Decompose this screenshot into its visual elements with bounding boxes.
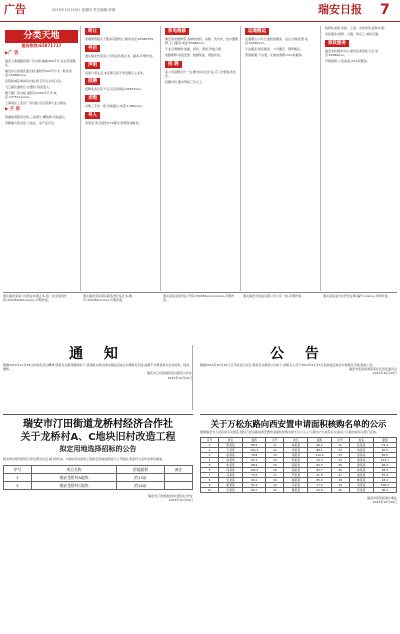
ad-item: 招聘业务员若干名,有意者联系:65875xxx。 [85, 87, 144, 92]
section-label: 广告 [4, 3, 26, 16]
bidding-body: 经龙桥村股份经济合作社研究决定,就龙桥村A、C地块旧村改造工程拟定用地选择进行公开招标,欢迎符合条件的单位参加。 [3, 457, 166, 461]
table-cell: 106.5 [373, 483, 396, 488]
bidding-title-2: 关于龙桥村A、C地块旧村改造工程 [20, 432, 176, 443]
table-cell [165, 482, 193, 490]
resettlement-signature: 瑞安市某某街道办事处 [366, 496, 397, 501]
table-cell: 3 [201, 453, 219, 458]
table-header-cell: 项目名称 [31, 466, 116, 474]
notice-date: 2015年10月29日 [167, 375, 192, 380]
table-cell: 29 [331, 483, 349, 488]
ad-item: 飞云镇店面转让:位置好,客流量大。 [5, 84, 52, 89]
table-cell: 10 [201, 488, 219, 493]
table-cell: 85.0 [308, 478, 331, 483]
table-cell: 9 [201, 483, 219, 488]
ad-item: 装修队承接:家装、工装、水电改造,经验丰富。 [325, 26, 387, 30]
bidding-date: 2015年10月29日 [168, 498, 193, 503]
notice-text: 遗失瑞安某某公司营业执照正本,统一社会信用代码:330381000xxxxxx,声明作废。 [3, 294, 67, 303]
classified-column-3 [163, 26, 241, 291]
table-cell: 89.7 [243, 488, 266, 493]
table-cell: 7 [201, 473, 219, 478]
announcement-title: 公 告 [270, 346, 327, 362]
ad-item: 瑞安家电维修部:各种电视机、冰箱、洗衣机、热水器维修,上门服务,电话:65880xxx。 [165, 37, 239, 46]
table-cell: 104.2 [243, 468, 266, 473]
announcement-signature: 瑞安市某某街道某某社区居民委员会 [348, 367, 397, 372]
table-cell: 85.6 [243, 443, 266, 448]
table-cell: 99.1 [243, 478, 266, 483]
table-cell: 23 [331, 453, 349, 458]
announcement-block [200, 345, 397, 410]
table-cell: 82.7 [308, 468, 331, 473]
ad-item: 开锁换锁:公安备案,24小时服务。 [325, 58, 370, 63]
issue-date: 2015年10月29日 星期四 责任编辑:李珊 [52, 8, 116, 12]
newspaper-logo: 瑞安日报 [318, 3, 362, 16]
table-header-cell: 面积 [373, 438, 396, 443]
resettlement-list [200, 414, 397, 630]
table-cell: 102.3 [243, 448, 266, 453]
table-cell: 朱某某 [219, 463, 243, 468]
table-cell: 95.5 [308, 463, 331, 468]
table-cell: 13 [266, 453, 284, 458]
table-cell: 宋某某 [219, 478, 243, 483]
table-cell: 14 [266, 458, 284, 463]
table-cell: 94.6 [308, 488, 331, 493]
resettlement-table [200, 437, 397, 493]
table-cell: 邓某某 [349, 483, 373, 488]
lost-notice [323, 294, 397, 344]
table-cell: 77.9 [308, 483, 331, 488]
ad-item: 塘下镇厂房出租:面积约2000平方米,电话:13757xxxxxx。 [5, 90, 57, 100]
ad-item: 招聘司机,要求驾龄三年以上。 [165, 79, 205, 84]
lost-notice [83, 294, 159, 344]
table-cell: 郑某某 [284, 458, 308, 463]
table-cell: 28 [331, 478, 349, 483]
table-cell: 88.9 [243, 463, 266, 468]
ad-item: 电脑维修:系统安装、数据恢复、网络布线。 [165, 52, 224, 57]
table-cell: 周某某 [284, 453, 308, 458]
table-header-cell: 备注 [165, 466, 193, 474]
table-cell: 瑞安龙桥村C地块 [31, 482, 116, 490]
table-cell: 24 [331, 458, 349, 463]
table-cell: 20 [266, 488, 284, 493]
ad-item: 安阳新城区单间房出租:厨卫齐全,拎包入住。 [5, 79, 64, 84]
notice-text: 遗失某某某身份证,号码:330381xxxxxxxxxx,声明作废。 [163, 294, 235, 303]
ad-item: 莘塍镇大院出售:土地证、房产证齐全。 [5, 120, 58, 125]
table-cell: 21 [331, 443, 349, 448]
resettlement-body: 根据瑞安市人民政府有关规定,现将万松东路向西安置申请面积核购名单予以公示,公示期为7天,如有异议请在公示期内向有关部门反映。 [200, 430, 379, 434]
table-cell: 黄某某 [349, 458, 373, 463]
table-header-cell: 面积 [308, 438, 331, 443]
table-cell: 约10亩 [117, 482, 165, 490]
ad-item: 上海南区工业区厂房出租:有意者请与业主联系。 [5, 100, 70, 105]
table-cell: 66.2 [373, 463, 396, 468]
classified-column-1 [3, 26, 81, 291]
ad-item: 某公司招聘会计一名,要求持有会计证,有工作经验者优先。 [165, 69, 236, 78]
table-cell: 84.0 [373, 453, 396, 458]
notice-text: 遗失某某某出生医学证明,编号:xxxxxx,声明作废。 [323, 294, 391, 298]
table-cell: 约13亩 [117, 474, 165, 482]
table-header-cell: 序号 [331, 438, 349, 443]
ad-item: 求购二手房一套,价格面议,电话:1386xxxx。 [85, 104, 145, 109]
table-cell: 88.1 [308, 448, 331, 453]
table-cell: 76.8 [243, 453, 266, 458]
ad-item: 运通搬运公司:长途短途搬家、货运,价格优惠,电话:65891xxx。 [245, 37, 308, 46]
ad-item: 专业空调维修:加氟、移机、清洗,价格合理。 [165, 47, 224, 52]
notice-title: 通 知 [69, 346, 126, 362]
ad-item: 锦湖街道套房出售:三室两厅,精装修,价格面议。 [5, 115, 68, 120]
announcement-body: 根据2015年10月26日召开的会议决定,现将有关事项公告如下:请相关人员于2015年11月5日前到指定地点办理相关手续,特此公告。 [200, 363, 376, 367]
table-cell: 5 [201, 463, 219, 468]
section-tag: 运通搬运 [245, 28, 269, 35]
table-cell: 17 [266, 473, 284, 478]
table-cell: 4 [201, 458, 219, 463]
classified-column-5 [323, 26, 397, 291]
table-cell: 91.8 [308, 473, 331, 478]
notice-text: 遗失瑞安市某某有限公司公章一枚,声明作废。 [243, 294, 304, 298]
resettlement-title: 关于万松东路向西安置申请面积核购名单的公示 [210, 419, 387, 429]
table-cell: 孙某某 [219, 458, 243, 463]
table-cell: 李某某 [284, 448, 308, 453]
lost-notice [163, 294, 239, 344]
table-cell: 张某某 [349, 443, 373, 448]
table-cell: 30 [331, 488, 349, 493]
table-header-cell: 用地面积 [117, 466, 165, 474]
table-cell: 96.2 [308, 443, 331, 448]
table-cell: 19 [266, 483, 284, 488]
section-tag: 家电维修 [165, 28, 189, 35]
hotline: 服务热线:65871717 [21, 43, 62, 48]
table-cell: 梁某某 [349, 473, 373, 478]
table-cell: 瑞安龙桥村A地块 [31, 474, 116, 482]
table-cell: 22 [331, 448, 349, 453]
bidding-title-1: 瑞安市汀田街道龙桥村经济合作社 [23, 419, 173, 430]
table-cell: 12 [266, 448, 284, 453]
table-cell: 72.4 [373, 443, 396, 448]
table-cell: 林某某 [349, 468, 373, 473]
table-cell: 79.3 [308, 458, 331, 463]
table-header-cell: 面积 [243, 438, 266, 443]
ad-item: 某某某,男,身高约170厘米,知情者请联系。 [85, 120, 142, 125]
section-tag: 求购 [85, 95, 100, 102]
section-tag: 寻人 [85, 112, 100, 119]
table-cell: 2 [4, 482, 32, 490]
table-cell: 林某某 [284, 443, 308, 448]
ad-item: 各商户请注意,本店即日起不再受理以上业务。 [85, 70, 146, 75]
lost-notice [243, 294, 319, 344]
table-cell: 26 [331, 468, 349, 473]
table-cell: 彭某某 [349, 488, 373, 493]
section-tag: ▶广 告 [5, 51, 19, 56]
table-cell: 25 [331, 463, 349, 468]
table-cell: 93.4 [373, 478, 396, 483]
section-tag: 招聘 [85, 78, 100, 85]
table-cell: 赵某某 [219, 453, 243, 458]
table-header-cell: 姓名 [284, 438, 308, 443]
classified-column-2 [83, 26, 161, 291]
lost-notice [3, 294, 79, 344]
table-cell: 1 [201, 443, 219, 448]
table-cell: 73.5 [243, 473, 266, 478]
section-tag: ▶ 子 房 [5, 107, 20, 113]
table-cell: 101.7 [373, 458, 396, 463]
table-cell: 谢某某 [284, 478, 308, 483]
notice-text: 遗失瑞安某某商店税务登记证正本,税号:330381xxxxxx,声明作废。 [83, 294, 132, 303]
section-tag: 声明 [85, 62, 100, 69]
table-cell: 81.4 [243, 483, 266, 488]
bidding-signature: 瑞安市汀田街道龙桥村经济合作社 [147, 494, 193, 499]
table-cell: 18 [266, 478, 284, 483]
table-cell: 吴某某 [349, 453, 373, 458]
ad-item: 瑞安东山街道店面出租:面积约100平方米。联系电话:15968xxxx。 [5, 69, 72, 78]
table-header-cell: 序号 [266, 438, 284, 443]
table-cell [165, 474, 193, 482]
table-cell: 15 [266, 463, 284, 468]
bidding-table [3, 465, 193, 490]
ad-item: 泰顺保管箱头子服务有限转让:联系电话:65880335。 [85, 37, 157, 41]
table-header-cell: 序号 [4, 466, 32, 474]
table-header-cell: 序号 [201, 438, 219, 443]
table-header-cell: 姓名 [219, 438, 243, 443]
table-cell: 陈某某 [219, 443, 243, 448]
notice-body: 根据2015年10月26日市政府会议精神,现将有关事项通知如下:请各相关单位按时到指定地点办理相关手续,逾期不办理者视为自动放弃。特此通知。 [3, 363, 190, 372]
resettlement-date: 2015年10月29日 [372, 500, 397, 505]
table-cell: 27 [331, 473, 349, 478]
announcement-date: 2015年10月29日 [372, 371, 397, 376]
section-tag: 转让 [85, 28, 100, 35]
page-header [0, 0, 400, 22]
ad-item: 专业搬家:居民搬家、公司搬迁、钢琴搬运。 [245, 47, 304, 52]
classified-title: 分类天地 [5, 30, 78, 43]
table-cell: 11 [266, 443, 284, 448]
table-cell: 80.2 [373, 488, 396, 493]
ad-item: 瑞安家政服务中心:提供各类家政人员,电话:65860xxx。 [325, 48, 378, 57]
bidding-notice [3, 414, 193, 630]
table-cell: 胡某某 [284, 463, 308, 468]
table-cell: 何某某 [219, 468, 243, 473]
table-cell: 王某某 [219, 448, 243, 453]
table-cell: 刘某某 [349, 448, 373, 453]
table-cell: 徐某某 [349, 463, 373, 468]
ad-item: 管道疏通:下水道、化粪池清理,24小时服务。 [245, 52, 305, 57]
page-number: 7 [380, 2, 390, 18]
ad-item: 遗失瑞安市某某公司营业执照正本、副本,声明作废。 [85, 53, 155, 58]
table-cell: 6 [201, 468, 219, 473]
table-cell: 8 [201, 478, 219, 483]
table-cell: 许某某 [219, 488, 243, 493]
table-cell: 高某某 [284, 468, 308, 473]
table-cell: 罗某某 [284, 473, 308, 478]
section-tag: 寻启 [85, 45, 100, 52]
notice-signature: 瑞安市汀田街道某某村经济合作社 [146, 371, 192, 376]
ad-item: 家政服务:保姆、月嫂、钟点工,诚信可靠。 [325, 31, 381, 36]
classified-column-4 [243, 26, 321, 291]
table-cell: 马某某 [219, 473, 243, 478]
table-cell: 1 [4, 474, 32, 482]
table-row [201, 488, 397, 493]
table-cell: 110.4 [308, 453, 331, 458]
table-cell: 韩某某 [349, 478, 373, 483]
ad-item: 瑞安上海港路招商广告出租:铺面300平米,有意者请联系。 [5, 59, 76, 68]
notice-block [3, 345, 193, 410]
table-cell: 92.1 [243, 458, 266, 463]
section-tag: 家政服务 [325, 40, 349, 47]
table-cell: 唐某某 [219, 483, 243, 488]
table-cell: 90.5 [373, 448, 396, 453]
table-cell: 87.6 [373, 473, 396, 478]
table-cell: 冯某某 [284, 483, 308, 488]
bidding-title-3: 拟定用地选择招标的公告 [59, 445, 137, 453]
table-cell: 98.3 [373, 468, 396, 473]
table-cell: 曹某某 [284, 488, 308, 493]
section-tag: 招 聘 [165, 61, 182, 68]
table-cell: 16 [266, 468, 284, 473]
table-cell: 2 [201, 448, 219, 453]
table-header-cell: 姓名 [349, 438, 373, 443]
